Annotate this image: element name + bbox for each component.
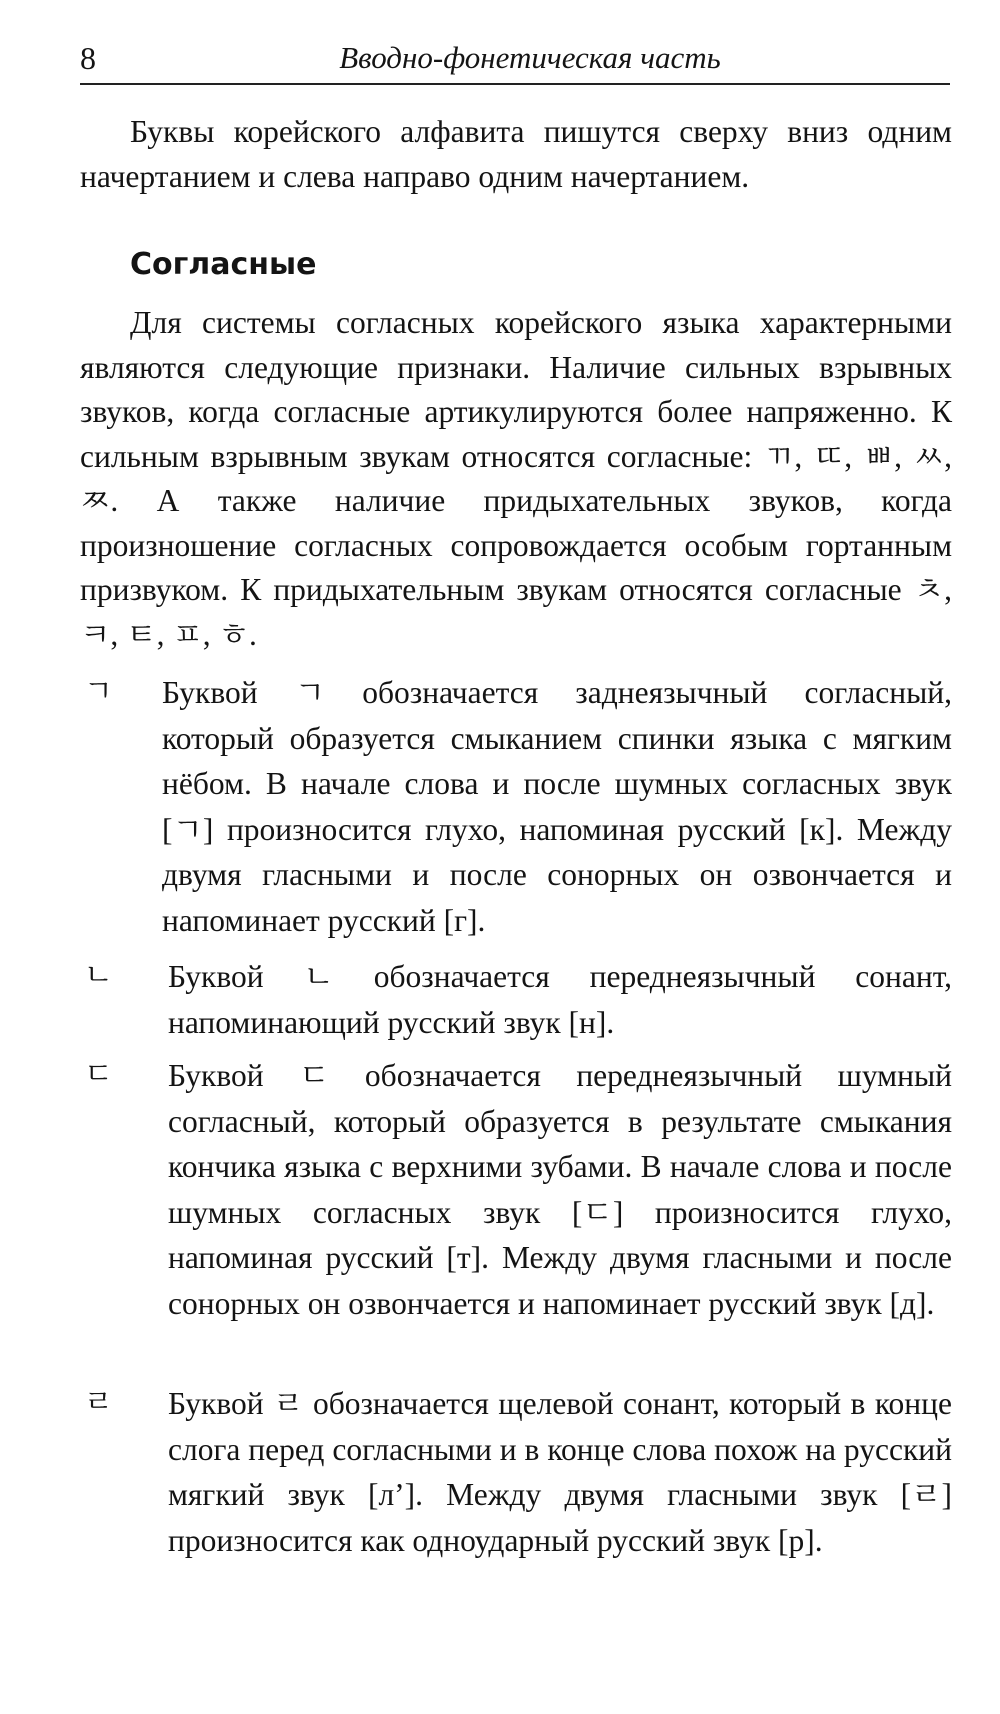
letter-description: Буквой ㄷ обозначается переднеязычный шумный согласный, который образуется в результате смыкания кончика языка с верхними зубами. В начале слова и после шумных согласных звук [ㄷ] произносится глухо, напоминая русский [т]. Между двумя гласными и после сонорных он озвончается и напоминает русский звук [д].: [168, 1058, 952, 1321]
letter-glyph: ㄹ: [84, 1385, 113, 1420]
page-header: [80, 36, 950, 86]
letter-description: Буквой ㄴ обозначается переднеязычный сонант, напоминающий русский звук [н].: [168, 959, 952, 1040]
running-title: Вводно-фонетическая часть: [339, 40, 721, 75]
letter-description: Буквой ㄱ обозначается заднеязычный согласный, который образуется смыканием спинки языка с мягким нёбом. В начале слова и после шумных согласных звук [ㄱ] произносится глухо, напоминая русский [к]. Между двумя гласными и после сонорных он озвончается и напоминает русский [г].: [162, 675, 952, 938]
page-number: 8: [80, 40, 96, 76]
letter-glyph: ㄷ: [84, 1057, 113, 1092]
letter-description: Буквой ㄹ обозначается щелевой сонант, который в конце слога перед согласными и в конце слова похож на русский мягкий звук [л’]. Между двумя гласными звук [ㄹ] произносится как одноударный русский звук [р].: [168, 1386, 952, 1558]
consonant-features-paragraph: Для системы согласных корейского языка характерными являются следующие признаки. Наличие сильных взрывных звуков, когда согласные артикулируются более напряженно. К сильным взрывным звукам относятся согласные: ㄲ, ㄸ, ㅃ, ㅆ, ㅉ. А также наличие придыхательных звуков, когда произношение согласных сопровождается особым гортанным призвуком. К придыхательным звукам относятся согласные ㅊ, ㅋ, ㅌ, ㅍ, ㅎ.: [80, 305, 952, 652]
section-heading: Согласные: [130, 247, 317, 282]
header-rule: [80, 83, 950, 85]
letter-glyph: ㄱ: [84, 674, 113, 709]
letter-glyph: ㄴ: [84, 958, 113, 993]
intro-paragraph: Буквы корейского алфавита пишутся сверху вниз одним начертанием и слева направо одним начертанием.: [80, 114, 952, 194]
